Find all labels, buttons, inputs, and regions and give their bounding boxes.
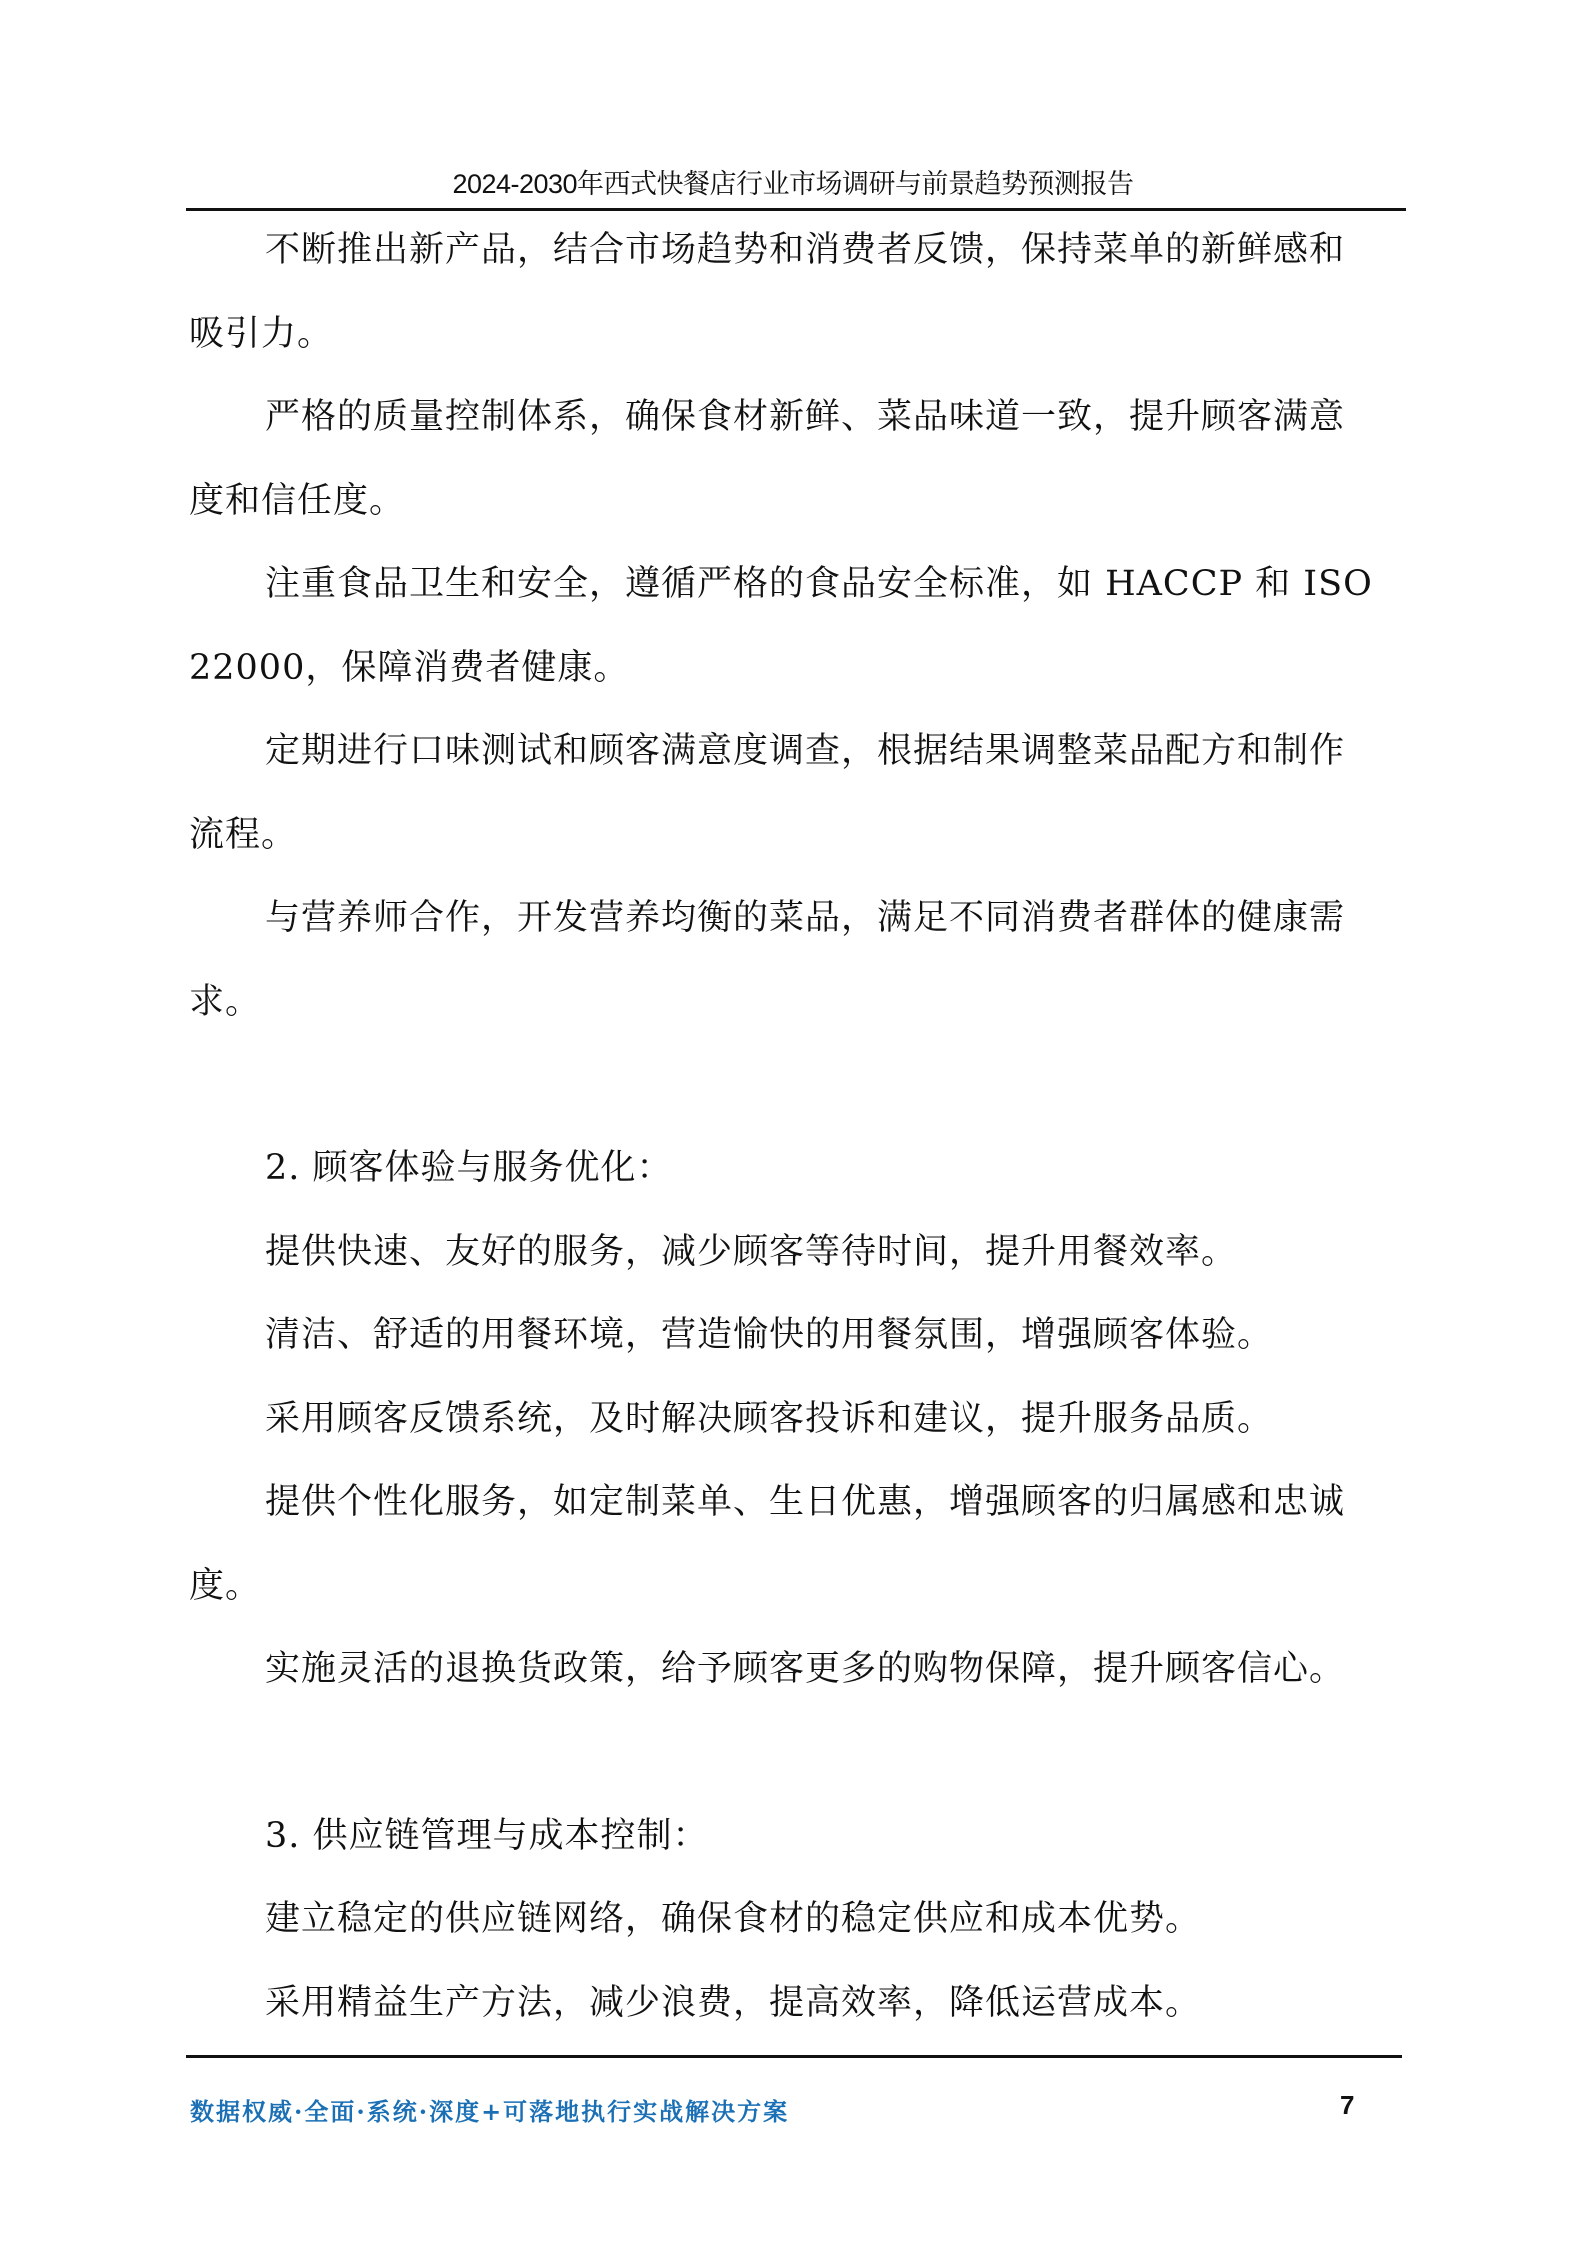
paragraph-line: 注重食品卫生和安全，遵循严格的食品安全标准，如 HACCP 和 ISO [265, 564, 1373, 604]
list-item: 实施灵活的退换货政策，给予顾客更多的购物保障，提升顾客信心。 [265, 1649, 1346, 1689]
paragraph-line: 定期进行口味测试和顾客满意度调查，根据结果调整菜品配方和制作 [265, 731, 1346, 771]
list-item: 提供个性化服务，如定制菜单、生日优惠，增强顾客的归属感和忠诚 [265, 1482, 1346, 1522]
paragraph-line: 流程。 [189, 815, 298, 855]
section-heading: 3. 供应链管理与成本控制： [265, 1816, 709, 1856]
list-item: 清洁、舒适的用餐环境，营造愉快的用餐氛围，增强顾客体验。 [265, 1315, 1274, 1355]
paragraph-line: 22000，保障消费者健康。 [189, 648, 630, 688]
list-item-continuation: 度。 [189, 1566, 262, 1606]
section-heading: 2. 顾客体验与服务优化： [265, 1148, 673, 1188]
paragraph-line: 与营养师合作，开发营养均衡的菜品，满足不同消费者群体的健康需 [265, 898, 1346, 938]
footer-divider [186, 2055, 1402, 2058]
page-number: 7 [1340, 2090, 1355, 2120]
header-divider [186, 208, 1406, 211]
paragraph-line: 严格的质量控制体系，确保食材新鲜、菜品味道一致，提升顾客满意 [265, 397, 1346, 437]
report-title: 2024-2030年西式快餐店行业市场调研与前景趋势预测报告 [452, 169, 1134, 199]
paragraph-line: 不断推出新产品，结合市场趋势和消费者反馈，保持菜单的新鲜感和 [265, 230, 1346, 270]
list-item: 提供快速、友好的服务，减少顾客等待时间，提升用餐效率。 [265, 1232, 1238, 1272]
list-item: 采用精益生产方法，减少浪费，提高效率，降低运营成本。 [265, 1983, 1202, 2023]
list-item: 建立稳定的供应链网络，确保食材的稳定供应和成本优势。 [265, 1899, 1202, 1939]
list-item: 采用顾客反馈系统，及时解决顾客投诉和建议，提升服务品质。 [265, 1399, 1274, 1439]
paragraph-line: 吸引力。 [189, 314, 334, 354]
paragraph-line: 度和信任度。 [189, 481, 406, 521]
paragraph-line: 求。 [189, 982, 262, 1022]
footer-slogan: 数据权威·全面·系统·深度+可落地执行实战解决方案 [190, 2097, 790, 2126]
